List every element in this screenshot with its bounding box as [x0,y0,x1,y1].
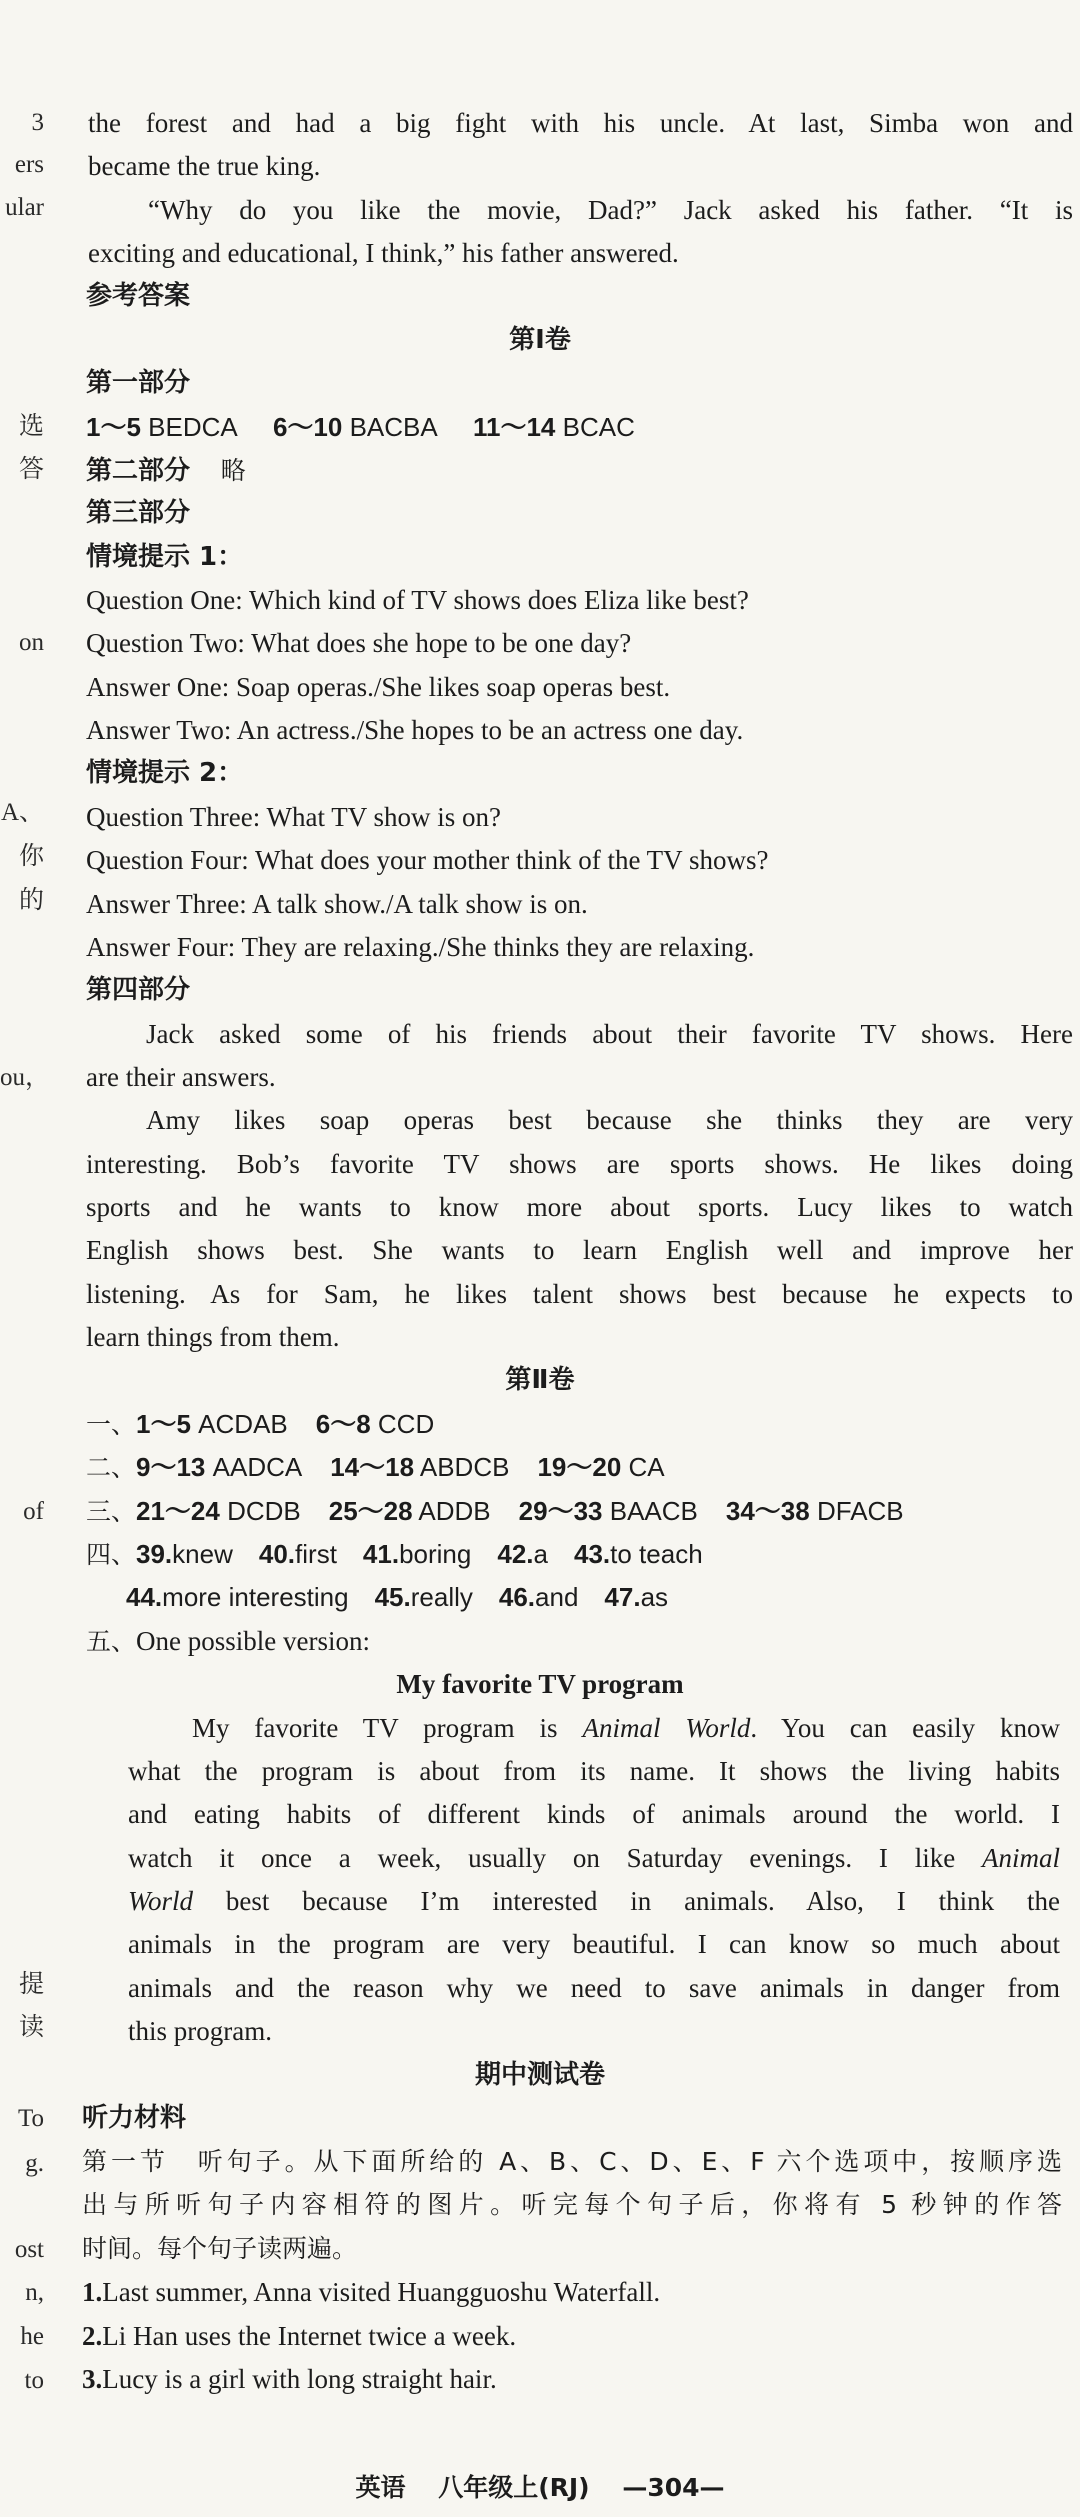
essay-line: this program. [128,2016,272,2046]
answer-range: 11～14 [472,412,556,442]
item-answer: first [295,1539,337,1569]
item-answer: more interesting [162,1582,349,1612]
essay-line: animals and the reason why we need to save animals in danger from [128,1973,1060,2003]
answer-key: DFACB [816,1496,904,1526]
section-number: 一、 [86,1410,137,1439]
listening-material-heading: 听力材料 [82,2103,187,2133]
margin-fragment: A、 [0,799,44,826]
item-number: 45. [374,1582,411,1612]
margin-fragment: ular [5,194,44,221]
section-instructions: 时间。每个句子读两遍。 [82,2234,358,2263]
margin-fragment: ost [14,2236,44,2263]
answer-range: 1～5 [86,412,141,442]
page-number: —304— [622,2473,725,2502]
part-2-heading: 第二部分 [86,456,191,486]
scenario-2-heading: 情境提示 2： [86,758,244,788]
listening-item: 3.Lucy is a girl with long straight hair. [82,2364,497,2394]
item-number: 46. [498,1582,536,1612]
answer-range: 6～8 [315,1409,371,1439]
item-number: 47. [604,1582,641,1612]
margin-fragment: he [20,2323,44,2350]
answer-key: BCAC [562,412,635,442]
margin-fragment: 的 [18,887,44,914]
answer-range: 25～28 [328,1496,413,1526]
margin-fragment: to [24,2367,44,2394]
item-number: 40. [258,1539,296,1569]
answer-key: CCD [377,1409,435,1439]
scenario-line: Question Four: What does your mother think of the TV shows? [86,845,769,875]
margin-fragment: ers [14,151,44,178]
scenario-line: Answer One: Soap operas./She likes soap operas best. [86,672,671,702]
section-5-row [86,1624,370,1659]
answer-range: 21～24 [136,1496,220,1526]
margin-fragment: To [17,2105,44,2132]
part-4-line: sports and he wants to know more about sports. Lucy likes to watch [86,1192,1073,1222]
essay-line: watch it once a week, usually on Saturday evenings. I like Animal [128,1843,1060,1873]
answer-key: ADDB [418,1496,491,1526]
volume-1-title: 第Ⅰ卷 [509,325,571,355]
story-line: “Why do you like the movie, Dad?” Jack asked his father. “It is [148,195,1073,225]
answer-range: 34～38 [725,1496,810,1526]
part-4-line: Amy likes soap operas best because she thinks they are very [146,1105,1073,1135]
part-4-line: English shows best. She wants to learn English well and improve her [86,1235,1073,1265]
margin-fragment: 你 [18,843,44,870]
scenario-line: Answer Four: They are relaxing./She thinks they are relaxing. [86,932,755,962]
story-line: exciting and educational, I think,” his father answered. [88,238,679,268]
answer-key: BACBA [349,412,438,442]
margin-fragment: ou， [0,1064,51,1091]
section-instructions: 第一节 听句子。从下面所给的 A、B、C、D、E、F 六个选项中，按顺序选 [82,2147,1062,2176]
item-number: 44. [126,1582,163,1612]
part-3-heading: 第三部分 [86,498,191,528]
section-2-answers [86,1450,693,1485]
section-number: 三、 [86,1497,137,1526]
item-answer: a [533,1539,548,1569]
section-5-label: One possible version: [136,1626,370,1656]
part-2-row [86,453,246,488]
story-line: the forest and had a big fight with his uncle. At last, Simba won and [88,108,1073,138]
essay-line: My favorite TV program is Animal World. You can easily know [192,1713,1060,1743]
footer-subject: 英语 [355,2473,406,2502]
essay-line: World best because I’m interested in animals. Also, I think the [128,1886,1060,1916]
essay-line: and eating habits of different kinds of animals around the world. I [128,1799,1060,1829]
part-1-heading: 第一部分 [86,368,191,398]
margin-fragment: 提 [18,1971,44,1998]
answer-key: BAACB [609,1496,698,1526]
part-4-line: Jack asked some of his friends about their favorite TV shows. Here [146,1019,1073,1049]
part-4-line: are their answers. [86,1062,276,1092]
item-answer: to teach [610,1539,703,1569]
section-number: 二、 [86,1453,137,1482]
footer-grade: 八年级上(RJ) [438,2473,590,2502]
section-1-answers [86,1407,462,1442]
margin-fragment: 读 [18,2014,44,2041]
item-answer: knew [172,1539,233,1569]
scenario-line: Question Three: What TV show is on? [86,802,501,832]
story-line: became the true king. [88,151,321,181]
midterm-title: 期中测试卷 [474,2060,605,2090]
answer-key: ACDAB [198,1409,288,1439]
section-number: 四、 [86,1540,137,1569]
scenario-1-heading: 情境提示 1： [86,542,244,572]
section-4-answers [86,1537,729,1572]
scenario-line: Answer Two: An actress./She hopes to be an actress one day. [86,715,744,745]
answers-heading: 参考答案 [86,281,191,311]
item-answer: really [410,1582,473,1612]
essay-title: My favorite TV program [396,1669,684,1699]
item-number: 43. [573,1539,611,1569]
part-2-note: 略 [220,456,246,485]
answer-key: DCDB [227,1496,301,1526]
answer-range: 6～10 [272,412,343,442]
section-4-answers-cont [126,1580,694,1614]
item-number: 39. [136,1539,173,1569]
essay-line: animals in the program are very beautiful. I can know so much about [128,1929,1060,1959]
part-4-line: listening. As for Sam, he likes talent shows best because he expects to [86,1279,1073,1309]
scenario-line: Answer Three: A talk show./A talk show is on. [86,889,588,919]
section-number: 五、 [86,1627,137,1656]
item-number: 42. [497,1539,534,1569]
item-answer: boring [399,1539,472,1569]
answer-range: 19～20 [537,1452,622,1482]
margin-fragment: n, [25,2279,44,2306]
part-4-line: learn things from them. [86,1322,340,1352]
answer-key: ABDCB [419,1452,510,1482]
listening-item: 1.Last summer, Anna visited Huangguoshu Waterfall. [82,2277,661,2307]
part-4-heading: 第四部分 [86,975,191,1005]
answer-range: 9～13 [136,1452,206,1482]
answer-key: AADCA [212,1452,303,1482]
scenario-line: Question One: Which kind of TV shows does Eliza like best? [86,585,749,615]
item-number: 41. [362,1539,400,1569]
section-instructions: 出与所听句子内容相符的图片。听完每个句子后，你将有 5 秒钟的作答 [82,2190,1062,2219]
answer-key: BEDCA [148,412,238,442]
page-footer [0,2468,1080,2504]
margin-fragment: 答 [18,456,44,483]
part-4-line: interesting. Bob’s favorite TV shows are sports shows. He likes doing [86,1149,1073,1179]
part-1-answers [86,410,663,444]
margin-fragment: 3 [31,109,44,136]
answer-range: 1～5 [136,1409,191,1439]
answer-range: 29～33 [518,1496,603,1526]
margin-fragment: of [23,1498,44,1525]
margin-fragment: 选 [18,413,44,440]
volume-2-title: 第Ⅱ卷 [505,1365,575,1395]
item-answer: as [640,1582,669,1612]
margin-fragment: g. [25,2150,44,2177]
scenario-line: Question Two: What does she hope to be one day? [86,628,632,658]
margin-fragment: on [19,629,44,656]
answer-key: CA [628,1452,665,1482]
essay-line: what the program is about from its name. It shows the living habits [128,1756,1060,1786]
section-3-answers [86,1494,932,1529]
item-answer: and [535,1582,579,1612]
listening-item: 2.Li Han uses the Internet twice a week. [82,2321,517,2351]
answer-range: 14～18 [330,1452,415,1482]
